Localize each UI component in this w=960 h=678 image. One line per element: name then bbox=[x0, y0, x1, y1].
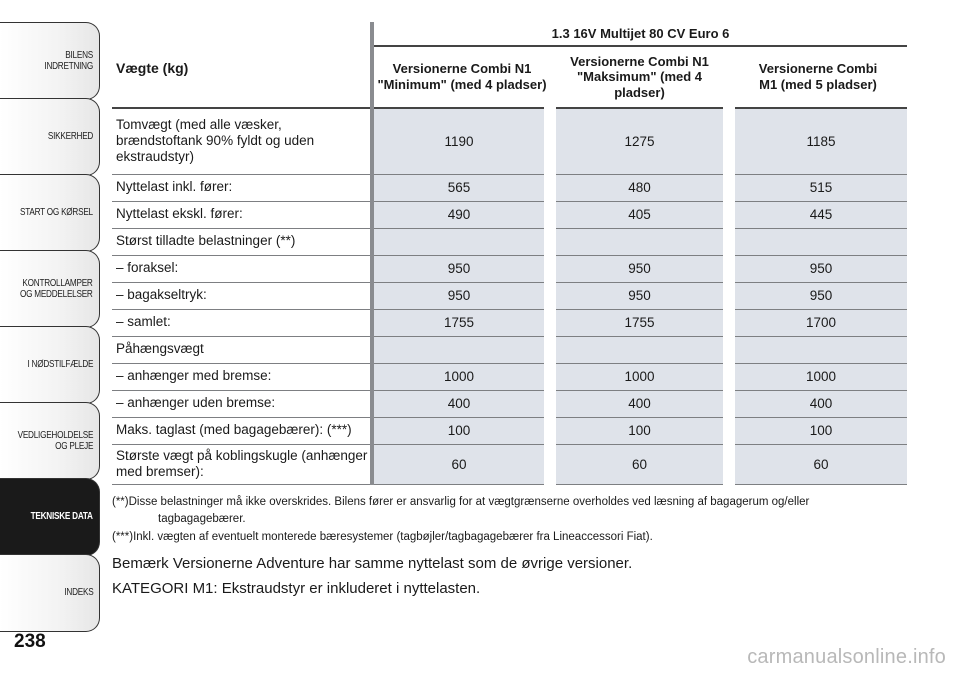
value-cell: 1000 bbox=[372, 363, 550, 390]
tab-vedligeholdelse[interactable] bbox=[0, 402, 100, 480]
row-header: Vægte (kg) bbox=[116, 59, 189, 76]
row-label: Tomvægt (med alle væsker, brændstoftank 90% fyldt og uden ekstraudstyr) bbox=[112, 108, 372, 174]
tab-sikkerhed[interactable] bbox=[0, 98, 100, 176]
value-cell: 1000 bbox=[729, 363, 907, 390]
table-row bbox=[112, 417, 907, 444]
tab-label: VEDLIGEHOLDELSE OG PLEJE bbox=[17, 429, 93, 452]
value-cell: 445 bbox=[729, 201, 907, 228]
tab-label: KONTROLLAMPER OG MEDDELELSER bbox=[20, 277, 93, 300]
column-header: Versionerne Combi N1 "Maksimum" (med 4 pladser) bbox=[570, 53, 709, 100]
table-row bbox=[112, 336, 907, 363]
tab-tekniske-data[interactable] bbox=[0, 478, 100, 556]
row-label: Størst tilladte belastninger (**) bbox=[112, 228, 372, 255]
value-cell: 400 bbox=[729, 390, 907, 417]
weights-table bbox=[112, 22, 907, 485]
value-cell bbox=[372, 336, 550, 363]
value-cell: 515 bbox=[729, 174, 907, 201]
row-label: Påhængsvægt bbox=[112, 336, 372, 363]
tab-start-og-koersel[interactable] bbox=[0, 174, 100, 252]
tab-indeks[interactable] bbox=[0, 554, 100, 632]
value-cell: 1275 bbox=[550, 108, 729, 174]
value-cell: 950 bbox=[372, 282, 550, 309]
table-row bbox=[112, 282, 907, 309]
row-label: Største vægt på koblingskugle (anhænger med bremser): bbox=[112, 444, 372, 484]
row-label: Nyttelast ekskl. fører: bbox=[112, 201, 372, 228]
row-label: – samlet: bbox=[112, 309, 372, 336]
value-cell: 1700 bbox=[729, 309, 907, 336]
tab-bilens-indretning[interactable] bbox=[0, 22, 100, 100]
footnote-1 bbox=[112, 494, 912, 527]
value-cell: 950 bbox=[729, 282, 907, 309]
value-cell: 60 bbox=[550, 444, 729, 484]
table-row bbox=[112, 309, 907, 336]
row-label: – anhænger uden bremse: bbox=[112, 390, 372, 417]
column-header: Versionerne Combi N1 "Minimum" (med 4 pladser) bbox=[372, 46, 550, 108]
value-cell: 565 bbox=[372, 174, 550, 201]
note-category-m1: KATEGORI M1: Ekstraudstyr er inkluderet i nyttelasten. bbox=[112, 580, 481, 598]
row-label: – bagakseltryk: bbox=[112, 282, 372, 309]
value-cell: 400 bbox=[550, 390, 729, 417]
value-cell: 100 bbox=[550, 417, 729, 444]
table-row bbox=[112, 255, 907, 282]
footnote-2: (***)Inkl. vægten af eventuelt monterede bæresystemer (tagbøjler/tagbagagebærer fra Lineaccessori Fiat). bbox=[112, 531, 653, 544]
value-cell: 1755 bbox=[372, 309, 550, 336]
value-cell bbox=[729, 228, 907, 255]
weights-table-section bbox=[112, 22, 907, 485]
value-cell: 1000 bbox=[550, 363, 729, 390]
value-cell: 490 bbox=[372, 201, 550, 228]
value-cell bbox=[550, 336, 729, 363]
value-cell: 400 bbox=[372, 390, 550, 417]
value-cell: 480 bbox=[550, 174, 729, 201]
tab-kontrollamper[interactable] bbox=[0, 250, 100, 328]
table-row bbox=[112, 363, 907, 390]
table-row bbox=[112, 228, 907, 255]
footnotes bbox=[112, 494, 912, 597]
tab-label: INDEKS bbox=[63, 587, 93, 599]
value-cell: 1185 bbox=[729, 108, 907, 174]
watermark: carmanualsonline.info bbox=[747, 646, 946, 668]
table-row bbox=[112, 174, 907, 201]
row-label: – foraksel: bbox=[112, 255, 372, 282]
footnote-text: tagbagagebærer. bbox=[158, 512, 246, 525]
row-label: Maks. taglast (med bagagebærer): (***) bbox=[112, 417, 372, 444]
table-row bbox=[112, 201, 907, 228]
value-cell: 950 bbox=[729, 255, 907, 282]
tab-label: START OG KØRSEL bbox=[20, 207, 93, 219]
value-cell: 100 bbox=[729, 417, 907, 444]
table-row bbox=[112, 390, 907, 417]
column-header: Versionerne Combi M1 (med 5 pladser) bbox=[758, 61, 878, 92]
value-cell bbox=[729, 336, 907, 363]
row-label: – anhænger med bremse: bbox=[112, 363, 372, 390]
value-cell: 405 bbox=[550, 201, 729, 228]
value-cell: 100 bbox=[372, 417, 550, 444]
tab-label: I NØDSTILFÆLDE bbox=[27, 359, 93, 371]
tab-label: TEKNISKE DATA bbox=[30, 511, 93, 523]
table-row bbox=[112, 444, 907, 484]
value-cell bbox=[550, 228, 729, 255]
value-cell: 1755 bbox=[550, 309, 729, 336]
value-cell: 950 bbox=[550, 282, 729, 309]
tab-label: SIKKERHED bbox=[47, 131, 93, 143]
note-adventure: Bemærk Versionerne Adventure har samme nyttelast som de øvrige versioner. bbox=[112, 555, 633, 573]
row-label: Nyttelast inkl. fører: bbox=[112, 174, 372, 201]
footnote-text: (**)Disse belastninger må ikke overskrides. Bilens fører er ansvarlig for at vægtgrænserne overholdes ved læsning af bagagerum og/eller bbox=[112, 496, 810, 508]
value-cell: 1190 bbox=[372, 108, 550, 174]
tab-label: BILENS INDRETNING bbox=[44, 49, 93, 72]
value-cell: 60 bbox=[372, 444, 550, 484]
engine-header: 1.3 16V Multijet 80 CV Euro 6 bbox=[372, 22, 907, 46]
table-row bbox=[112, 108, 907, 174]
page-number: 238 bbox=[14, 631, 46, 652]
value-cell: 950 bbox=[550, 255, 729, 282]
value-cell: 950 bbox=[372, 255, 550, 282]
value-cell: 60 bbox=[729, 444, 907, 484]
tab-i-noedstilfaelde[interactable] bbox=[0, 326, 100, 404]
value-cell bbox=[372, 228, 550, 255]
